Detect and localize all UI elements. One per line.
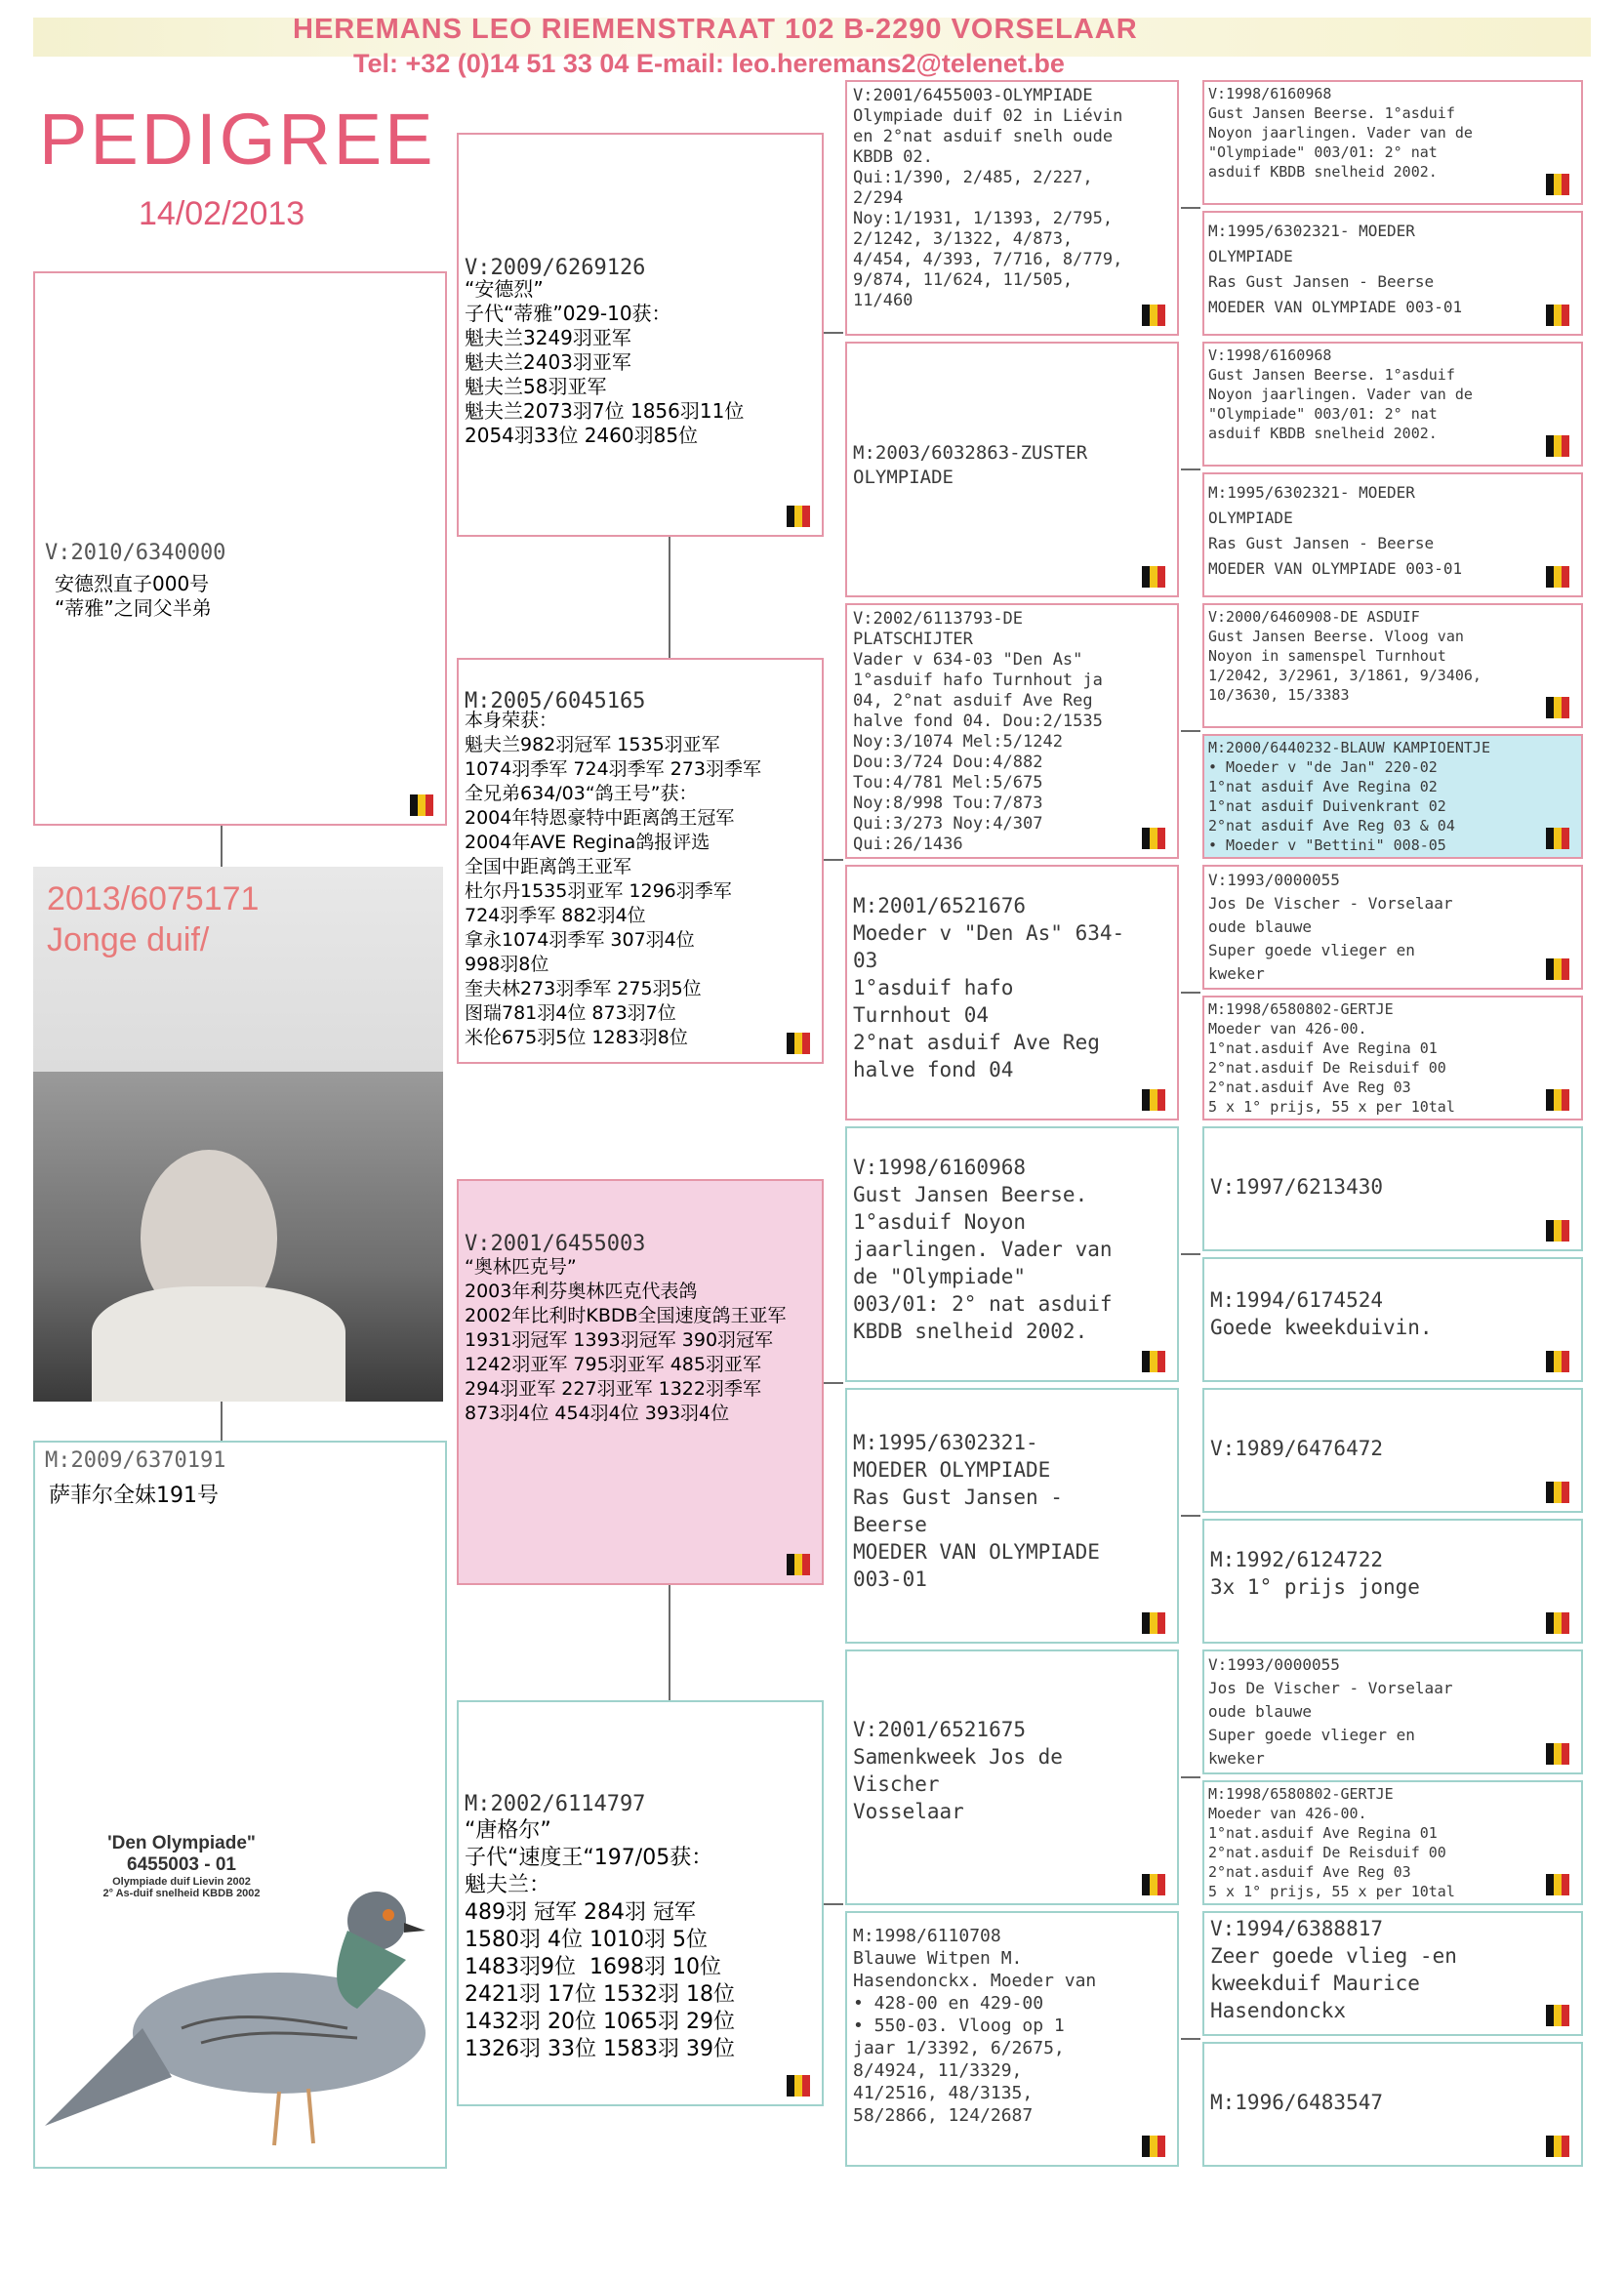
gen3-7-text: V:2001/6521675 Samenkweek Jos de Vischer Vosselaar (853, 1718, 1063, 1823)
connector-line (1181, 1776, 1200, 1778)
belgian-flag-icon (1546, 566, 1571, 588)
belgian-flag-icon (1546, 1612, 1571, 1634)
bird-caption-ring: 6455003 - 01 (127, 1854, 236, 1875)
pedigree-box-gen4-8 (1202, 996, 1583, 1120)
gen4-1-text: V:1998/6160968 Gust Jansen Beerse. 1°asduif Noyon jaarlingen. Vader van de "Olympiade" 003/01: 2° nat asduif KBDB snelheid 2002. (1208, 85, 1473, 181)
gen4-2-text: M:1995/6302321- MOEDER OLYMPIADE Ras Gust Jansen - Beerse MOEDER VAN OLYMPIADE 003-01 (1208, 222, 1463, 316)
pedigree-box-gen3-1 (845, 80, 1179, 336)
dam-ring: M:2009/6370191 (45, 1448, 226, 1473)
pedigree-box-gen3-5 (845, 1126, 1179, 1382)
connector-line (824, 1382, 843, 1384)
pedigree-box-gen3-7 (845, 1649, 1179, 1905)
pedigree-box-gen4-14 (1202, 1780, 1583, 1905)
pedigree-box-gen2-3 (457, 1179, 824, 1585)
gen4-10-text: M:1994/6174524 Goede kweekduivin. (1210, 1288, 1433, 1339)
bird-caption-line1: Olympiade duif Lievin 2002 (112, 1876, 251, 1888)
gen2-4-ring: M:2002/6114797 (465, 1792, 646, 1816)
belgian-flag-icon (1142, 305, 1167, 326)
belgian-flag-icon (1546, 2005, 1571, 2026)
connector-line (824, 332, 843, 334)
gen3-6-text: M:1995/6302321- MOEDER OLYMPIADE Ras Gust Jansen - Beerse MOEDER VAN OLYMPIADE 003-01 (853, 1431, 1100, 1591)
connector-line (824, 859, 843, 861)
belgian-flag-icon (787, 1554, 812, 1575)
pedigree-box-gen2-2 (457, 658, 824, 1064)
pedigree-box-gen4-12 (1202, 1519, 1583, 1644)
pedigree-date: 14/02/2013 (139, 195, 305, 232)
pedigree-box-gen4-15 (1202, 1911, 1583, 2036)
connector-line (1181, 468, 1200, 470)
pedigree-box-gen3-2 (845, 342, 1179, 597)
subject-ring: 2013/6075171 (47, 880, 260, 917)
gen4-3-text: V:1998/6160968 Gust Jansen Beerse. 1°asduif Noyon jaarlingen. Vader van de "Olympiade" 003/01: 2° nat asduif KBDB snelheid 2002. (1208, 346, 1473, 442)
pedigree-box-gen2-1 (457, 133, 824, 537)
belgian-flag-icon (1142, 2136, 1167, 2157)
gen2-3-text: “奥林匹克号” 2003年利芬奥林匹克代表鸽 2002年比利时KBDB全国速度鸽王亚军 1931羽冠军 1393羽冠军 390羽冠军 1242羽亚军 795羽亚军 485羽亚军 294羽亚军 227羽亚军 1322羽季军 873羽4位 454羽4位 393羽4位 (465, 1256, 787, 1424)
gen4-5-text: V:2000/6460908-DE ASDUIF Gust Jansen Beerse. Vloog van Noyon in samenspel Turnhout 1/2042, 3/2961, 3/1861, 9/3406, 10/3630, 15/3383 (1208, 608, 1482, 704)
breeder-contact: Tel: +32 (0)14 51 33 04 E-mail: leo.heremans2@telenet.be (353, 49, 1065, 78)
pedigree-box-gen4-10 (1202, 1257, 1583, 1382)
pedigree-box-gen4-2 (1202, 211, 1583, 336)
belgian-flag-icon (1546, 2136, 1571, 2157)
dam-description: 萨菲尔全妹191号 (49, 1484, 219, 1508)
gen2-3-ring: V:2001/6455003 (465, 1232, 646, 1256)
pedigree-box-gen3-3 (845, 603, 1179, 859)
belgian-flag-icon (1142, 1874, 1167, 1895)
gen3-3-text: V:2002/6113793-DE PLATSCHIJTER Vader v 634-03 "Den As" 1°asduif hafo Turnhout ja 04, 2°nat asduif Ave Reg halve fond 04. Dou:2/1535 Noy:3/1074 Mel:5/1242 Dou:3/724 Dou:4/882 Tou:4/781 Mel:5/675 Noy:8/998 Tou:7/873 Qui:3/273 Noy:4/307 Qui:26/1436 (853, 609, 1103, 854)
gen3-1-text: V:2001/6455003-OLYMPIADE Olympiade duif 02 in Liévin en 2°nat asduif snelh oude KBDB 02. Qui:1/390, 2/485, 2/227, 2/294 Noy:1/1931, 1/1393, 2/795, 2/1242, 3/1322, 4/873, 4/454, 4/393, 7/716, 8/779, 9/874, 11/624, 11/505, 11/460 (853, 86, 1123, 310)
pedigree-box-gen4-5 (1202, 603, 1583, 728)
sire-description: 安德烈直子000号 “蒂雅”之同父半弟 (55, 572, 212, 620)
pedigree-box-gen3-4 (845, 865, 1179, 1120)
belgian-flag-icon (1546, 828, 1571, 849)
pigeon-image (35, 1833, 445, 2165)
belgian-flag-icon (1546, 1482, 1571, 1503)
connector-line (1181, 1515, 1200, 1517)
pedigree-box-gen4-4 (1202, 472, 1583, 597)
belgian-flag-icon (1546, 1743, 1571, 1765)
pedigree-box-gen4-13 (1202, 1649, 1583, 1774)
subject-note: Jonge duif/ (47, 921, 210, 958)
connector-line (1181, 992, 1200, 994)
gen2-4-text: “唐格尔” 子代“速度王“197/05获： 魁夫兰： 489羽 冠军 284羽 冠军 1580羽 4位 1010羽 5位 1483羽9位 1698羽 10位 2421羽 17位 1532羽 18位 1432羽 20位 1065羽 29位 1326羽 33位 1583羽 39位 (465, 1818, 735, 2061)
pedigree-box-gen3-6 (845, 1388, 1179, 1644)
connector-line (669, 1585, 670, 1700)
belgian-flag-icon (1546, 435, 1571, 457)
gen2-1-ring: V:2009/6269126 (465, 256, 646, 280)
connector-line (221, 1402, 223, 1441)
gen2-1-text: “安德烈” 子代“蒂雅”029-10获： 魁夫兰3249羽亚军 魁夫兰2403羽亚军 魁夫兰58羽亚军 魁夫兰2073羽7位 1856羽11位 2054羽33位 2460羽85位 (465, 277, 745, 447)
gen4-11-text: V:1989/6476472 (1210, 1437, 1384, 1460)
pedigree-box-gen4-9 (1202, 1126, 1583, 1251)
connector-line (669, 537, 670, 658)
pedigree-box-gen4-1 (1202, 80, 1583, 205)
gen2-2-ring: M:2005/6045165 (465, 689, 646, 713)
gen3-5-text: V:1998/6160968 Gust Jansen Beerse. 1°asduif Noyon jaarlingen. Vader van de "Olympiade" 003/01: 2° nat asduif KBDB snelheid 2002. (853, 1156, 1113, 1343)
gen3-8-text: M:1998/6110708 Blauwe Witpen M. Hasendonckx. Moeder van • 428-00 en 429-00 • 550-03. Vloog op 1 jaar 1/3392, 6/2675, 8/4924, 11/3329, 41/2516, 48/3135, 58/2866, 124/2687 (853, 1926, 1097, 2126)
gen4-8-text: M:1998/6580802-GERTJE Moeder van 426-00. 1°nat.asduif Ave Regina 01 2°nat.asduif De Reisduif 00 2°nat.asduif Ave Reg 03 5 x 1° prijs, 55 x per 10tal (1208, 1000, 1455, 1116)
pedigree-box-gen4-11 (1202, 1388, 1583, 1513)
belgian-flag-icon (1546, 1874, 1571, 1895)
pedigree-box-gen4-7 (1202, 865, 1583, 990)
pedigree-box-gen2-4 (457, 1700, 824, 2106)
bird-caption-name: 'Den Olympiade" (107, 1833, 256, 1853)
connector-line (221, 826, 223, 867)
belgian-flag-icon (1546, 305, 1571, 326)
sire-box (33, 271, 447, 826)
dam-box (33, 1441, 447, 2169)
pedigree-box-gen4-16 (1202, 2042, 1583, 2167)
belgian-flag-icon (1142, 828, 1167, 849)
gen4-6-text: M:2000/6440232-BLAUW KAMPIOENTJE • Moeder v "de Jan" 220-02 1°nat asduif Ave Regina 02 1°nat asduif Duivenkrant 02 2°nat asduif Ave Reg 03 & 04 • Moeder v "Bettini" 008-05 (1208, 739, 1490, 854)
belgian-flag-icon (1142, 1351, 1167, 1372)
connector-line (1181, 207, 1200, 209)
belgian-flag-icon (1142, 566, 1167, 588)
gen3-2-text: M:2003/6032863-ZUSTER OLYMPIADE (853, 442, 1088, 488)
gen4-13-text: V:1993/0000055 Jos De Vischer - Vorselaar oude blauwe Super goede vlieger en kweker (1208, 1655, 1453, 1768)
belgian-flag-icon (1546, 1220, 1571, 1242)
belgian-flag-icon (1546, 958, 1571, 980)
page-title: PEDIGREE (39, 99, 436, 180)
belgian-flag-icon (787, 1033, 812, 1054)
gen4-4-text: M:1995/6302321- MOEDER OLYMPIADE Ras Gust Jansen - Beerse MOEDER VAN OLYMPIADE 003-01 (1208, 483, 1463, 578)
gen4-14-text: M:1998/6580802-GERTJE Moeder van 426-00. 1°nat.asduif Ave Regina 01 2°nat.asduif De Reisduif 00 2°nat.asduif Ave Reg 03 5 x 1° prijs, 55 x per 10tal (1208, 1785, 1455, 1900)
pedigree-box-gen3-8 (845, 1911, 1179, 2167)
belgian-flag-icon (1546, 174, 1571, 195)
belgian-flag-icon (787, 2075, 812, 2097)
gen4-7-text: V:1993/0000055 Jos De Vischer - Vorselaar oude blauwe Super goede vlieger en kweker (1208, 871, 1453, 983)
connector-line (1181, 2038, 1200, 2040)
belgian-flag-icon (410, 794, 435, 816)
gen4-9-text: V:1997/6213430 (1210, 1175, 1384, 1199)
pedigree-box-gen4-3 (1202, 342, 1583, 467)
gen4-12-text: M:1992/6124722 3x 1° prijs jonge (1210, 1548, 1420, 1599)
breeder-photo (33, 1072, 443, 1402)
belgian-flag-icon (787, 506, 812, 527)
sire-ring: V:2010/6340000 (45, 541, 226, 565)
bird-caption-line2: 2° As-duif snelheid KBDB 2002 (102, 1888, 261, 1899)
gen2-2-text: 本身荣获： 魁夫兰982羽冠军 1535羽亚军 1074羽季军 724羽季军 273羽季军 全兄弟634/03“鸽王号”获： 2004年特恩豪特中距离鸽王冠军 2004年AVE Regina鸽报评选 全国中距离鸽王亚军 杜尔丹1535羽亚军 1296羽季军 724羽季军 882羽4位 拿永1074羽季军 307羽4位 998羽8位 奎夫林273羽季军 275羽5位 图瑞781羽4位 873羽7位 米伦675羽5位 1283羽8位 (465, 710, 761, 1048)
gen3-4-text: M:2001/6521676 Moeder v "Den As" 634- 03 1°asduif hafo Turnhout 04 2°nat asduif Ave Reg halve fond 04 (853, 894, 1125, 1081)
connector-line (1181, 730, 1200, 732)
pedigree-box-gen4-6 (1202, 734, 1583, 859)
connector-line (1181, 1253, 1200, 1255)
belgian-flag-icon (1142, 1612, 1167, 1634)
breeder-address: HEREMANS LEO RIEMENSTRAAT 102 B-2290 VORSELAAR (293, 14, 1138, 45)
gen4-15-text: V:1994/6388817 Zeer goede vlieg -en kweekduif Maurice Hasendonckx (1210, 1917, 1457, 2022)
gen4-16-text: M:1996/6483547 (1210, 2091, 1384, 2114)
subject-label-area (33, 867, 443, 1072)
belgian-flag-icon (1546, 1089, 1571, 1111)
belgian-flag-icon (1546, 697, 1571, 718)
connector-line (824, 1903, 843, 1905)
belgian-flag-icon (1546, 1351, 1571, 1372)
belgian-flag-icon (1142, 1089, 1167, 1111)
